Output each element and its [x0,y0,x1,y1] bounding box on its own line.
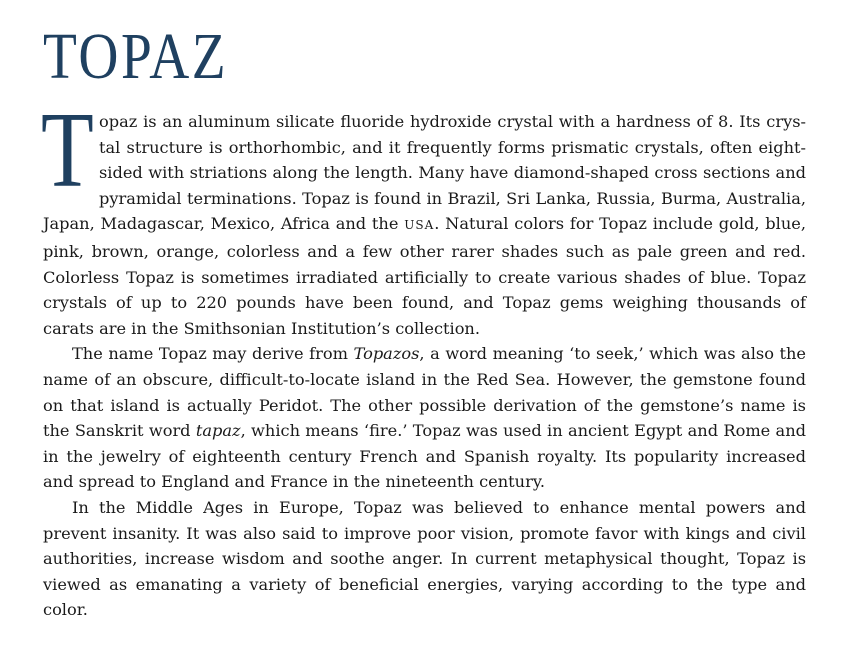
paragraph-etymology-text-c: , which means ‘fire.’ Topaz was used in ancient Egypt and Rome and in the jewelry of eighteenth century French and Spanish royalty. Its popularity increased and spread to England and France in the nineteenth century. [43,421,806,492]
paragraph-intro [41,91,806,341]
paragraph-etymology-text-a: The name Topaz may derive from [72,344,354,364]
paragraph-etymology [43,341,806,495]
paragraph-lore [43,495,806,623]
document-page [43,22,806,623]
paragraph-lore-text: In the Middle Ages in Europe, Topaz was believed to enhance mental powers and prevent insanity. It was also said to improve poor vision, promote favor with kings and civil authorities, increase wisdom and soothe anger. In current metaphysical thought, Topaz is viewed as emanating a variety of beneficial energies, varying according to the type and color. [43,497,806,620]
paragraph-etymology-text-b: , a word meaning ‘to seek,’ which was also the name of an obscure, difficult-to-locate island in the Red Sea. However, the gemstone found on that island is actually Peridot. The other possible derivation of the gemstone’s name is the Sanskrit word [43,344,807,441]
abbr-usa: USA [404,218,435,233]
drop-cap: T [41,91,94,210]
paragraph-intro-text-b: . Natural colors for Topaz include gold, blue, pink, brown, orange, colorless and a few other rarer shades such as pale green and red. Colorless Topaz is sometimes irradiated artificially to create various shades of blue. Topaz crystals of up to 220 pounds have been found, and Topaz gems weighing thousands of carats are in the Smithsonian Institution’s collection. [43,214,806,338]
term-tapaz: tapaz [195,421,241,441]
page-title: TOPAZ [43,20,229,93]
term-topazos: Topazos [353,344,420,364]
paragraph-intro-text-a: opaz is an aluminum silicate fluoride hydroxide crystal with a hardness of 8. Its crystal structure is orthorhombic, and it frequently forms prismatic crystals, often eight-sided with striations along the length. Many have diamond-shaped cross sections and pyramidal terminations. Topaz is found in Brazil, Sri Lanka, Russia, Burma, Australia, Japan, Madagascar, Mexico, Africa and the [43,112,806,234]
